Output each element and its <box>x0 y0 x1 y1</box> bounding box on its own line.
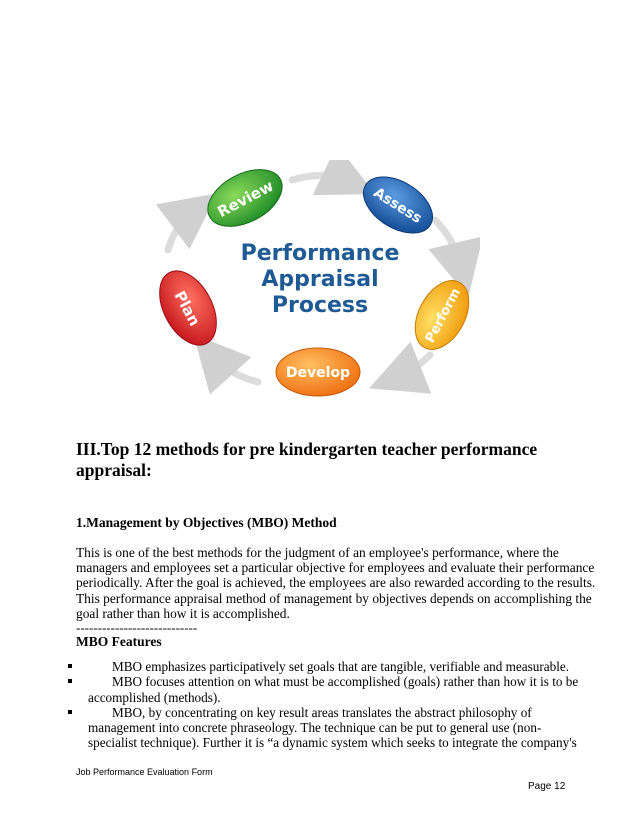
perform-label: Perform <box>422 285 464 346</box>
title-line-3: Process <box>271 293 369 318</box>
list-item <box>68 674 579 705</box>
stage-develop <box>276 348 360 396</box>
feature-line: MBO focuses attention on what must be accomplished (goals) rather than how it is to be <box>112 674 579 690</box>
list-item <box>68 704 577 751</box>
title-line-2: Appraisal <box>261 267 379 292</box>
feature-line: MBO emphasizes participatively set goals that are tangible, verifiable and measurable. <box>112 659 570 674</box>
feature-line: management into concrete phraseology. The technique can be put to general use (non- <box>88 720 542 736</box>
develop-label: Develop <box>285 365 351 381</box>
feature-line: specialist technique). Further it is “a dynamic system which seeks to integrate the company's <box>88 735 577 751</box>
paragraph-line: This performance appraisal method of management by objectives depends on accomplishing the <box>76 590 592 606</box>
footer-form-name: Job Performance Evaluation Form <box>76 767 213 777</box>
list-item <box>68 659 568 674</box>
method-paragraph <box>76 545 596 621</box>
stage-perform <box>404 272 479 359</box>
method-heading: 1.Management by Objectives (MBO) Method <box>76 515 337 530</box>
feature-line: accomplished (methods). <box>88 689 221 705</box>
footer-page-number: Page 12 <box>528 781 566 792</box>
bullet-icon <box>68 710 72 714</box>
separator-line: ---------------------------- <box>76 620 198 635</box>
title-line-1: Performance <box>240 241 400 266</box>
features-list <box>68 659 579 751</box>
stage-plan <box>150 261 228 354</box>
paragraph-line: This is one of the best methods for the judgment of an employee's performance, where the <box>76 545 559 560</box>
feature-line: MBO, by concentrating on key result areas translates the abstract philosophy of <box>112 704 532 720</box>
bullet-icon <box>68 679 72 683</box>
stage-assess <box>354 165 443 244</box>
paragraph-line: managers and employees set a particular objective for employees and evaluate their performance <box>76 560 595 576</box>
performance-appraisal-diagram <box>150 160 480 410</box>
review-label: Review <box>214 176 277 222</box>
paragraph-line: periodically. After the goal is achieved, the employees are also rewarded according to the results. <box>76 575 596 591</box>
bullet-icon <box>68 664 72 668</box>
features-title: MBO Features <box>76 634 162 649</box>
process-cycle-svg <box>150 160 480 410</box>
diagram-title <box>241 241 400 318</box>
paragraph-line: goal rather than how it is accomplished. <box>76 605 290 621</box>
assess-label: Assess <box>370 184 425 227</box>
plan-label: Plan <box>170 287 204 330</box>
section-heading: III.Top 12 methods for pre kindergarten teacher performance appraisal: <box>76 439 538 480</box>
stage-review <box>198 160 291 238</box>
